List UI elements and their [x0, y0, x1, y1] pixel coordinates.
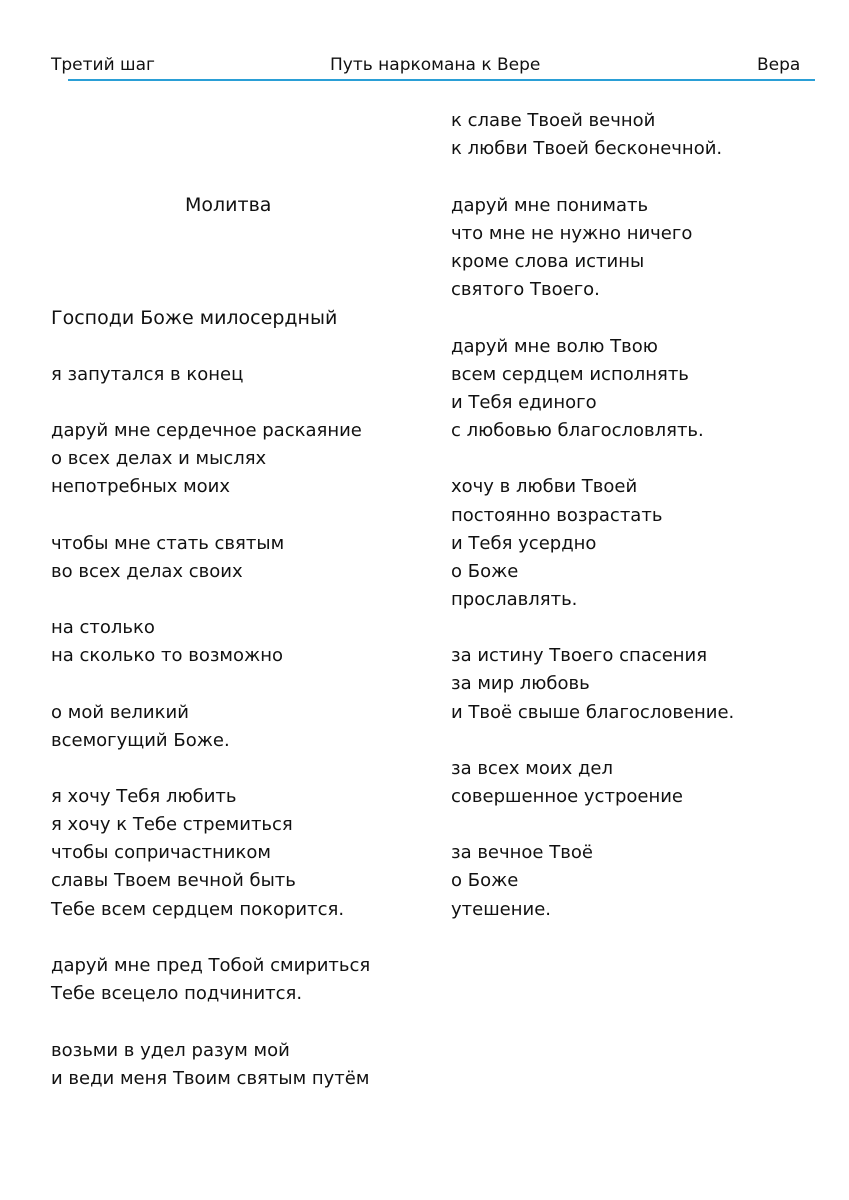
- poem-line: чтобы мне стать святым: [51, 533, 285, 554]
- poem-line: утешение.: [451, 899, 552, 920]
- poem-line: всем сердцем исполнять: [451, 364, 689, 385]
- poem-line: о Боже: [451, 870, 519, 891]
- poem-line: на сколько то возможно: [51, 645, 284, 666]
- poem-line: постоянно возрастать: [451, 505, 663, 526]
- poem-line: прославлять.: [451, 589, 578, 610]
- header-chapter: Третий шаг: [51, 55, 155, 75]
- poem-line: я запутался в конец: [51, 364, 244, 385]
- poem-line: во всех делах своих: [51, 561, 243, 582]
- poem-line: Тебе всецело подчинится.: [51, 983, 303, 1004]
- poem-line: к славе Твоей вечной: [451, 110, 656, 131]
- poem-line: за мир любовь: [451, 673, 590, 694]
- poem-line: на столько: [51, 617, 155, 638]
- poem-line: даруй мне понимать: [451, 195, 649, 216]
- poem-line: к любви Твоей бесконечной.: [451, 138, 723, 159]
- poem-line: даруй мне пред Тобой смириться: [51, 955, 371, 976]
- poem-line: за вечное Твоё: [451, 842, 593, 863]
- poem-line: возьми в удел разум мой: [51, 1040, 290, 1061]
- poem-line: и Твоё свыше благословение.: [451, 702, 735, 723]
- poem-line: за всех моих дел: [451, 758, 613, 779]
- header-section: Вера: [757, 55, 801, 75]
- poem-line: с любовью благословлять.: [451, 420, 704, 441]
- poem-line: я хочу к Тебе стремиться: [51, 814, 293, 835]
- poem-line: кроме слова истины: [451, 251, 645, 272]
- poem-line: и веди меня Твоим святым путём: [51, 1068, 370, 1089]
- poem-line: о всех делах и мыслях: [51, 448, 267, 469]
- poem-line: за истину Твоего спасения: [451, 645, 708, 666]
- poem-line: непотребных моих: [51, 476, 231, 497]
- poem-line: о Боже: [451, 561, 519, 582]
- page-header: [0, 50, 849, 84]
- poem-line: о мой великий: [51, 702, 189, 723]
- poem-line: хочу в любви Твоей: [451, 476, 638, 497]
- poem-line: даруй мне волю Твою: [451, 336, 658, 357]
- poem-line: и Тебя единого: [451, 392, 597, 413]
- poem-line: всемогущий Боже.: [51, 730, 230, 751]
- poem-line: святого Твоего.: [451, 279, 600, 300]
- poem-line: Тебе всем сердцем покорится.: [51, 899, 345, 920]
- poem-line: славы Твоем вечной быть: [51, 870, 296, 891]
- poem-line: и Тебя усердно: [451, 533, 597, 554]
- poem-line: Господи Боже милосердный: [51, 307, 338, 329]
- poem-title: Молитва: [185, 194, 272, 216]
- poem-line: даруй мне сердечное раскаяние: [51, 420, 362, 441]
- poem-line: что мне не нужно ничего: [451, 223, 693, 244]
- poem-line: чтобы сопричастником: [51, 842, 271, 863]
- poem-line: я хочу Тебя любить: [51, 786, 237, 807]
- poem-line: совершенное устроение: [451, 786, 683, 807]
- header-book-title: Путь наркомана к Вере: [330, 55, 541, 75]
- header-divider: [68, 79, 815, 81]
